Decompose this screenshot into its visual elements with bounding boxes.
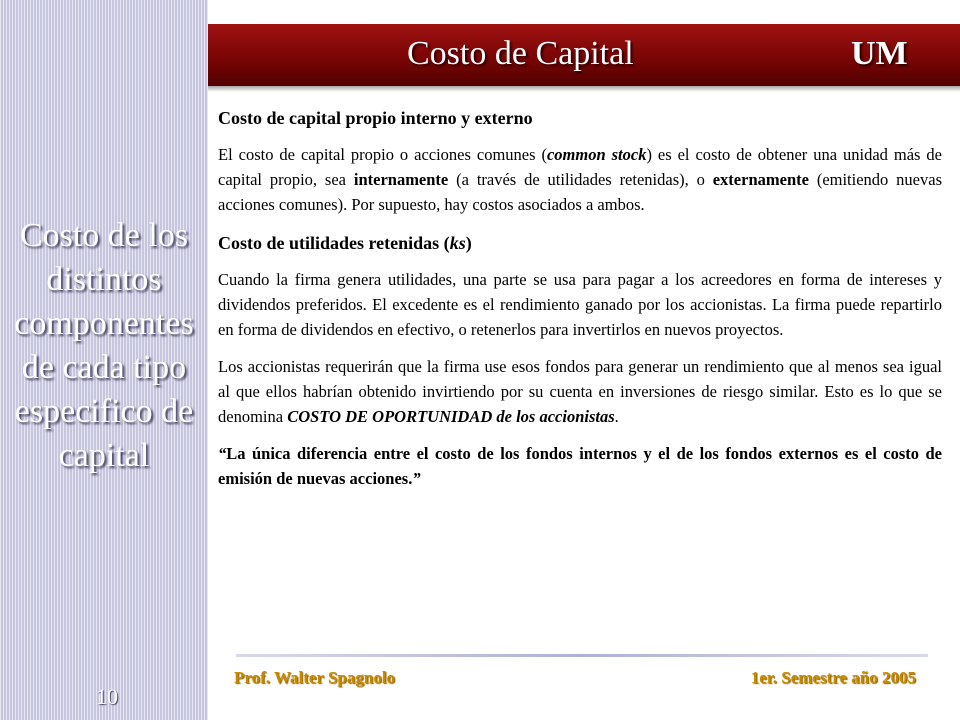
quote-text: La única diferencia entre el costo de los fondos internos y el de los fondos externos es el costo de emisión de nuevas acciones. <box>218 444 942 488</box>
text-segment: . <box>614 407 619 426</box>
section-title: Costo de los distintos componentes de cada tipo especifico de capital <box>14 217 194 474</box>
um-logo: UM <box>851 35 908 72</box>
text-segment: (emitiendo nuevas acciones comunes). Por supuesto, hay costos asociados a ambos. <box>218 170 942 214</box>
slide-title: Costo de Capital <box>407 35 634 72</box>
text-segment: El costo de capital propio o acciones comunes ( <box>218 145 547 164</box>
term-externamente: externamente <box>712 170 809 189</box>
quote-paragraph <box>218 441 942 491</box>
paragraph-accionistas <box>218 354 942 429</box>
text-segment: Los accionistas requerirán que la firma use esos fondos para generar un rendimiento que al menos sea igual al que ellos habrían obtenido invirtiendo por su cuenta en inversiones de riesgo similar. Esto es lo que se denomina <box>218 357 942 426</box>
paragraph-capital-propio <box>218 142 942 217</box>
footer-semester: 1er. Semestre año 2005 <box>750 668 916 687</box>
heading-close: ) <box>465 233 472 253</box>
quote-close-mark: ” <box>412 469 421 488</box>
term-common-stock: common stock <box>546 145 647 164</box>
heading-text: Costo de utilidades retenidas ( <box>218 233 450 253</box>
footer-divider <box>236 654 928 657</box>
title-bar <box>208 24 960 86</box>
heading-capital-propio: Costo de capital propio interno y externo <box>218 108 533 128</box>
quote-open-mark: “ <box>218 444 227 463</box>
paragraph-utilidades: Cuando la firma genera utilidades, una parte se usa para pagar a los acreedores en forma de intereses y dividendos preferidos. El excedente es el rendimiento ganado por los accionistas. La firma puede repartirlo en forma de dividendos en efectivo, o retenerlos para invertirlos en nuevos proyectos. <box>218 270 942 339</box>
title-bar-shadow <box>208 86 960 92</box>
slide-number: 10 <box>96 684 118 709</box>
heading-utilidades-retenidas <box>218 229 942 257</box>
text-segment: ) es el costo de obtener una unidad más de capital propio, sea <box>218 145 942 189</box>
heading-ks: ks <box>449 233 466 253</box>
term-internamente: internamente <box>353 170 449 189</box>
text-segment: (a través de utilidades retenidas), o <box>448 170 713 189</box>
footer-author: Prof. Walter Spagnolo <box>234 668 396 687</box>
slide-body <box>218 104 942 491</box>
term-costo-oportunidad: COSTO DE OPORTUNIDAD de los accionistas <box>287 407 615 426</box>
